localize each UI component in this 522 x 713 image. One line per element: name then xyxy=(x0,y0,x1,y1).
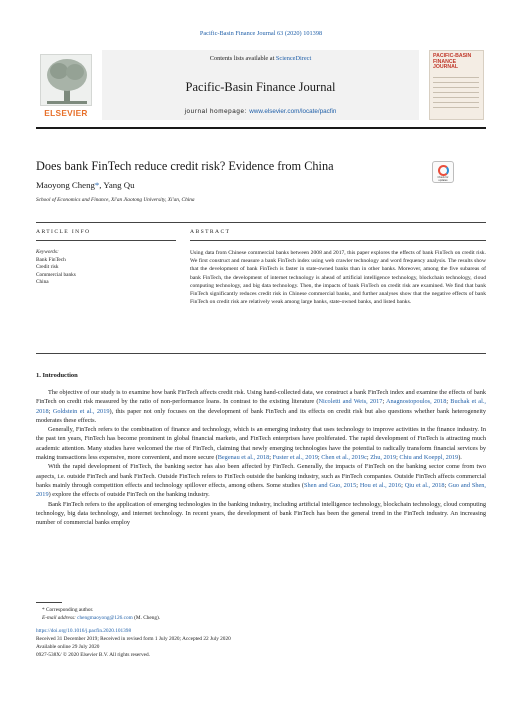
elsevier-wordmark: ELSEVIER xyxy=(44,108,88,118)
cover-line xyxy=(433,97,479,98)
cover-title: PACIFIC-BASIN FINANCE JOURNAL xyxy=(433,53,472,71)
citation-link[interactable]: Guo and Shen, 2019 xyxy=(36,481,487,499)
abstract-text: Using data from Chinese commercial banks between 2008 and 2017, this paper explores the effects of bank FinTech on credit risk. We first construct and measure a bank FinTech index using web crawler technology and word frequency analysis. The results show that the development of bank FinTech is faster in state-owned banks than in other banks. Moreover, among the five subareas of bank FinTech, the development of internet technology is ahead of artificial intelligence technology, blockchain technology, cloud computing technology, and big data technology. Then, the impacts of bank FinTech on credit risk are examined. We find that bank FinTech significantly reduces credit risk in Chinese commercial banks, and further analyses show that the negative effects of bank FinTech on credit risk are relatively weak among large banks, state-owned banks, and listed banks. xyxy=(190,250,486,306)
cover-line xyxy=(433,107,479,108)
elsevier-logo[interactable] xyxy=(36,50,96,120)
received-line: Received 31 December 2019; Received in revised form 1 July 2020; Accepted 22 July 2020 xyxy=(36,636,231,642)
body-paragraph xyxy=(36,462,486,499)
body-text-run: ; xyxy=(444,481,449,489)
body-text-run: ), this paper not only focuses on the development of bank FinTech and its effects on credit risk but also questions whether bank heterogeneity moderates these effects. xyxy=(36,407,487,424)
body-text-run: Bank FinTech refers to the application of emerging technologies in the banking industry, including artificial intelligence technology, blockchain technology, cloud computing technology, big data technology, and internet technology. In recent years, the development of bank FinTech has been the general trend in the FinTech industry. An increasing number of commercial banks employ xyxy=(36,500,486,527)
email-link[interactable]: chengmaoyong@126.com xyxy=(77,615,133,621)
available-line: Available online 29 July 2020 xyxy=(36,644,100,650)
contents-line: Contents lists available at ScienceDirect xyxy=(209,55,312,62)
body-text-run: ; xyxy=(366,454,371,462)
body-paragraph xyxy=(36,425,486,462)
article-info-heading: ARTICLE INFO xyxy=(36,229,91,235)
citation-link[interactable]: Shen and Guo, 2015 xyxy=(304,481,357,489)
cover-line xyxy=(433,102,479,103)
introduction-body xyxy=(36,388,486,527)
citation-link[interactable]: Anagnostopoulos, 2018 xyxy=(385,398,447,406)
body-text-run: ; xyxy=(446,398,451,406)
body-text-run: ; xyxy=(269,454,273,462)
abstract-heading: ABSTRACT xyxy=(190,229,231,235)
author-name[interactable]: Maoyong Cheng xyxy=(36,180,95,190)
doi-line xyxy=(36,628,131,634)
journal-banner xyxy=(102,50,419,120)
body-text-run: ; xyxy=(382,398,386,406)
author-separator: , xyxy=(99,180,104,190)
journal-name: Pacific-Basin Finance Journal xyxy=(185,80,336,94)
keyword: Commercial banks xyxy=(36,271,76,278)
footnote-corresponding: * Corresponding author. xyxy=(42,607,94,613)
body-text-run: ; xyxy=(356,481,360,489)
cover-line xyxy=(433,82,479,83)
keywords-block xyxy=(36,249,76,287)
header-rule xyxy=(36,127,486,129)
tree-icon xyxy=(40,54,92,106)
citation-link[interactable]: Chiu and Koeppl, 2019 xyxy=(399,454,459,462)
sciencedirect-link[interactable]: ScienceDirect xyxy=(275,55,312,62)
check-updates-icon xyxy=(438,165,449,176)
body-text-run: ). xyxy=(458,454,462,462)
keywords-label: Keywords: xyxy=(36,249,59,255)
author-name[interactable]: Yang Qu xyxy=(103,180,135,190)
copyright-line: 0927-538X/ © 2020 Elsevier B.V. All rights reserved. xyxy=(36,652,150,658)
citation-link[interactable]: Hou et al., 2016 xyxy=(359,481,402,489)
doi-link[interactable]: https://doi.org/10.1016/j.pacfin.2020.101398 xyxy=(36,628,132,634)
body-text-run: Generally, FinTech refers to the combination of finance and technology, which is an emerging industry that uses technology to improve activities in the finance industry. In the past ten years, FinTech has become prominent in global financial markets, and FinTech enterprises have proliferated. The rapid development of FinTech is attracting much academic attention. Many studies have welcomed the rise of FinTech, claiming that newly emerging technologies have the potential to radically transform financial services by making transactions less expensive, more convenient, and more secure ( xyxy=(36,426,486,462)
journal-header xyxy=(36,50,486,122)
body-text-run: The objective of our study is to examine how bank FinTech affects credit risk. Using hand-collected data, we construct a bank FinTech index and examine the effects of bank FinTech on credit risk measured by the ratio of non-performance loans. In contrast to the existing literature ( xyxy=(36,389,486,406)
citation-link[interactable]: Zhu, 2019 xyxy=(370,454,397,462)
divider xyxy=(190,240,486,241)
footnote-email: E-mail address: chengmaoyong@126.com (M. Cheng). xyxy=(42,615,161,621)
body-text-run: ; xyxy=(48,407,53,415)
check-updates-label: Check for updates xyxy=(437,176,449,182)
keyword: China xyxy=(36,279,49,286)
body-text-run: ; xyxy=(401,481,405,489)
citation-link[interactable]: Begenau et al., 2018 xyxy=(217,454,270,462)
keyword: Bank FinTech xyxy=(36,256,66,263)
article-title: Does bank FinTech reduce credit risk? Evidence from China xyxy=(36,159,334,173)
body-paragraph xyxy=(36,500,486,528)
journal-citation[interactable]: Pacific-Basin Finance Journal 63 (2020) 101398 xyxy=(199,30,323,37)
citation-link[interactable]: Nicoletti and Weis, 2017 xyxy=(318,398,383,406)
footnote-rule xyxy=(36,602,62,603)
author-list xyxy=(36,180,135,190)
body-paragraph xyxy=(36,388,486,425)
cover-line xyxy=(433,77,479,78)
cover-line xyxy=(433,87,479,88)
body-text-run: ; xyxy=(317,454,322,462)
keyword: Credit risk xyxy=(36,264,59,271)
journal-cover-thumbnail[interactable] xyxy=(429,50,484,120)
body-text-run: ) explore the effects of outside FinTech on the banking industry. xyxy=(48,491,210,499)
cover-line xyxy=(433,92,479,93)
affiliation: School of Economics and Finance, Xi'an Jiaotong University, Xi'an, China xyxy=(36,197,195,203)
journal-homepage: journal homepage: www.elsevier.com/locate/pacfin xyxy=(184,108,337,115)
divider xyxy=(36,222,486,223)
citation-link[interactable]: Fuster et al., 2019 xyxy=(272,454,318,462)
citation-link[interactable]: Buchak et al., 2018 xyxy=(36,398,486,415)
divider xyxy=(36,240,176,241)
body-text-run: With the rapid development of FinTech, the banking sector has also been affected by FinTech. Generally, the impacts of FinTech on the banking sector come from two aspects, i.e. outside FinTech and bank FinTech. Outside FinTech refers to FinTech outside the banking industry, such as FinTech companies. Outside FinTech affects commercial banks mainly through competition effects and technology spillover effects, among others. Some studies ( xyxy=(36,463,486,489)
body-text-run: ; xyxy=(396,454,400,462)
check-for-updates-badge[interactable] xyxy=(432,161,454,183)
homepage-link[interactable]: www.elsevier.com/locate/pacfin xyxy=(249,108,337,115)
divider xyxy=(36,353,486,354)
citation-link[interactable]: Qiu et al., 2018 xyxy=(404,481,445,489)
corresponding-author-mark[interactable]: * xyxy=(94,180,100,190)
introduction-heading: 1. Introduction xyxy=(36,372,78,379)
citation-link[interactable]: Goldstein et al., 2019 xyxy=(52,407,110,415)
citation-link[interactable]: Chen et al., 2019c xyxy=(321,454,367,462)
